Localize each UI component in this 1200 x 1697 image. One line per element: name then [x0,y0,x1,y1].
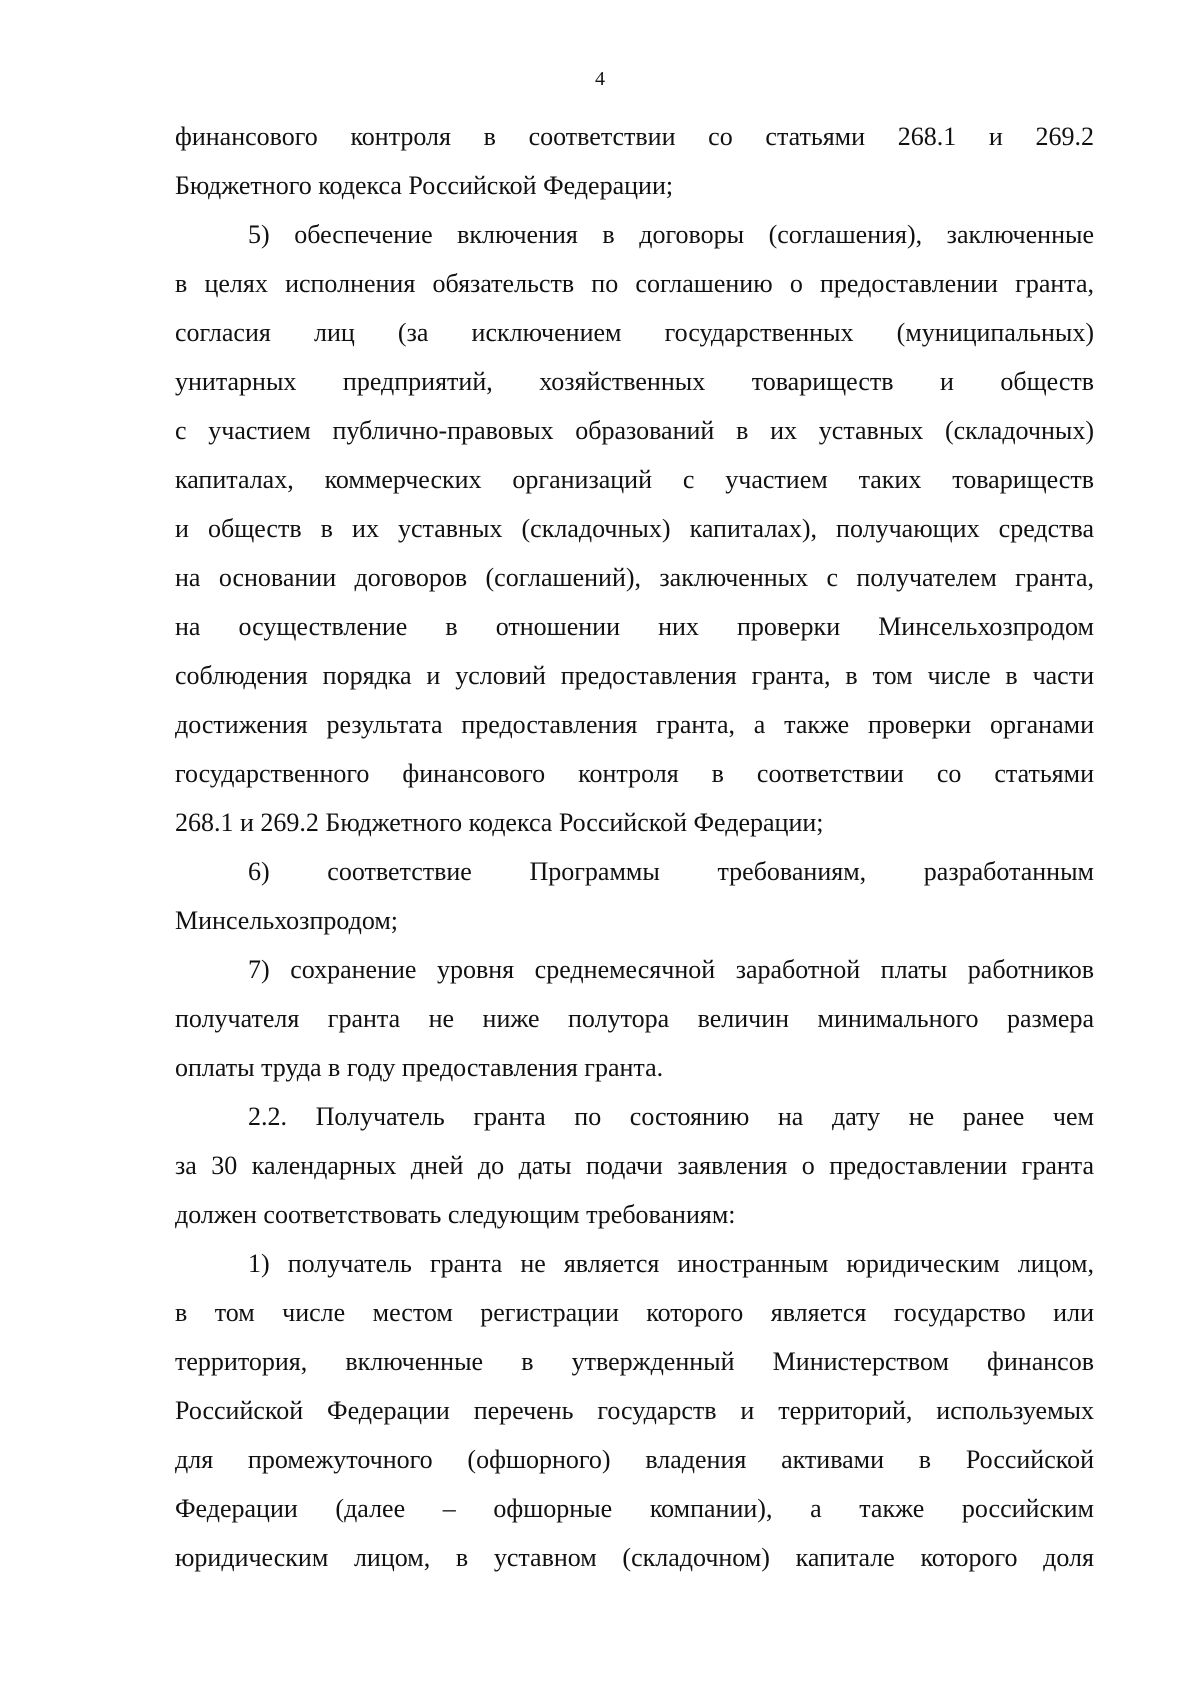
text-line: с участием публично-правовых образований в их уставных (складочных) [175,416,1094,445]
text-line: на основании договоров (соглашений), заключенных с получателем гранта, [175,563,1094,592]
text-line: финансового контроля в соответствии со статьями 268.1 и 269.2 [175,122,1094,151]
text-line: Российской Федерации перечень государств и территорий, используемых [175,1396,1094,1425]
text-line: 1) получатель гранта не является иностранным юридическим лицом, [248,1249,1094,1278]
text-line: на осуществление в отношении них проверки Минсельхозпродом [175,612,1094,641]
text-line: в том числе местом регистрации которого является государство или [175,1298,1094,1327]
text-line: Федерации (далее – офшорные компании), а также российским [175,1494,1094,1523]
text-line: 6) соответствие Программы требованиям, разработанным [248,857,1094,886]
text-line: Бюджетного кодекса Российской Федерации; [175,171,674,200]
text-line: юридическим лицом, в уставном (складочном) капитале которого доля [175,1543,1094,1572]
text-line: унитарных предприятий, хозяйственных товариществ и обществ [175,367,1094,396]
document-body [175,112,1094,1582]
text-line: Минсельхозпродом; [175,906,399,935]
text-line: государственного финансового контроля в соответствии со статьями [175,759,1094,788]
text-line: оплаты труда в году предоставления гранта. [175,1053,664,1082]
text-line: должен соответствовать следующим требованиям: [175,1200,736,1229]
text-line: территория, включенные в утвержденный Министерством финансов [175,1347,1094,1376]
text-line: 268.1 и 269.2 Бюджетного кодекса Российской Федерации; [175,808,824,837]
page-number: 4 [595,68,605,90]
text-line: соблюдения порядка и условий предоставления гранта, в том числе в части [175,661,1094,690]
text-line: получателя гранта не ниже полутора величин минимального размера [175,1004,1094,1033]
text-line: в целях исполнения обязательств по соглашению о предоставлении гранта, [175,269,1094,298]
text-line: достижения результата предоставления гранта, а также проверки органами [175,710,1094,739]
text-line: 7) сохранение уровня среднемесячной заработной платы работников [248,955,1094,984]
text-line: за 30 календарных дней до даты подачи заявления о предоставлении гранта [175,1151,1094,1180]
text-line: для промежуточного (офшорного) владения активами в Российской [175,1445,1094,1474]
text-line: согласия лиц (за исключением государственных (муниципальных) [175,318,1094,347]
text-line: 5) обеспечение включения в договоры (соглашения), заключенные [248,220,1094,249]
text-line: капиталах, коммерческих организаций с участием таких товариществ [175,465,1094,494]
text-line: и обществ в их уставных (складочных) капиталах), получающих средства [175,514,1094,543]
text-line: 2.2. Получатель гранта по состоянию на дату не ранее чем [248,1102,1094,1131]
